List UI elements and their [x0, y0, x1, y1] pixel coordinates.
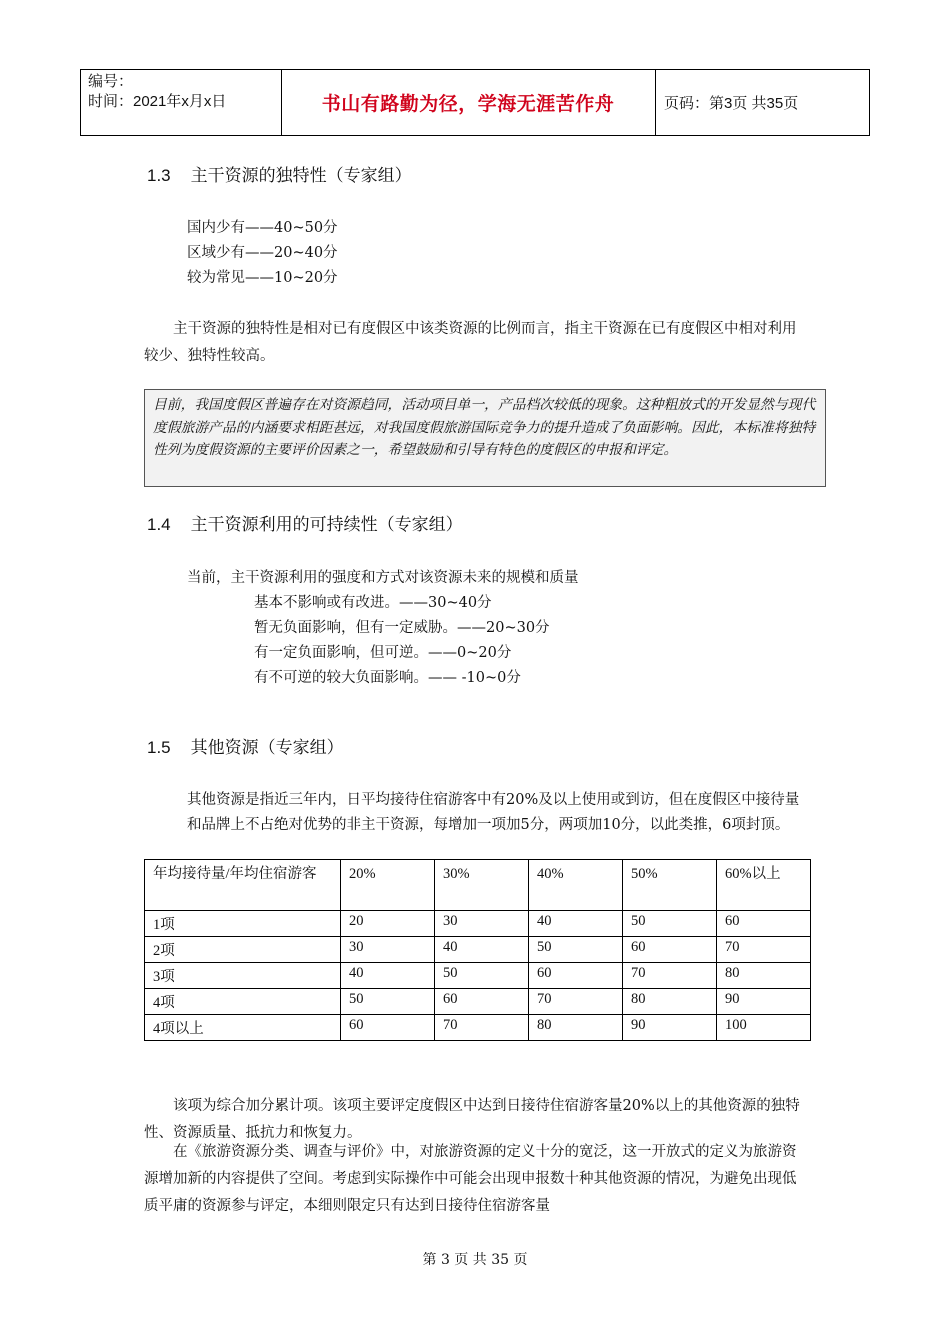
- table-cell: 90: [717, 989, 811, 1015]
- table-header-cell: 年均接待量/年均住宿游客: [145, 860, 341, 911]
- table-cell: 30: [341, 937, 435, 963]
- other-resources-paragraph: 其他资源是指近三年内，日平均接待住宿游客中有20%及以上使用或到访，但在度假区中接待量和品牌上不占绝对优势的非主干资源，每增加一项加5分，两项加10分，以此类推，6项封顶。: [187, 792, 800, 833]
- table-cell: 70: [435, 1015, 529, 1041]
- table-cell: 100: [717, 1015, 811, 1041]
- table-header-cell: 50%: [623, 860, 717, 911]
- time-label: 时间：2021年x月x日: [88, 93, 227, 110]
- table-cell: 60: [435, 989, 529, 1015]
- table-cell: 30: [435, 911, 529, 937]
- page-footer: 第 3 页 共 35 页: [422, 1252, 528, 1268]
- table-cell: 20: [341, 911, 435, 937]
- sustainability-intro: 当前，主干资源利用的强度和方式对该资源未来的规模和质量: [187, 570, 579, 586]
- table-cell: 40: [341, 963, 435, 989]
- table-row: [145, 963, 811, 989]
- section-number: 1.5: [147, 738, 171, 757]
- section-title: 主干资源的独特性（专家组）: [190, 166, 412, 186]
- table-row: [145, 989, 811, 1015]
- table-cell: 50: [435, 963, 529, 989]
- uniqueness-paragraph: 主干资源的独特性是相对已有度假区中该类资源的比例而言，指主干资源在已有度假区中相对利用较少、独特性较高。: [144, 321, 797, 364]
- table-cell: 50: [529, 937, 623, 963]
- section-1-4-heading: [147, 510, 463, 535]
- header-motto: 书山有路勤为径，学海无涯苦作舟: [321, 93, 615, 115]
- table-cell: 2项: [145, 937, 341, 963]
- table-cell: 4项: [145, 989, 341, 1015]
- section-number: 1.4: [147, 515, 171, 534]
- table-cell: 70: [529, 989, 623, 1015]
- cumulative-score-paragraph: 该项为综合加分累计项。该项主要评定度假区中达到日接待住宿游客量20%以上的其他资源的独特性、资源质量、抵抗力和恢复力。: [144, 1098, 800, 1141]
- table-cell: 50: [623, 911, 717, 937]
- table-row: [145, 1015, 811, 1041]
- section-number: 1.3: [147, 166, 171, 185]
- table-header-cell: 30%: [435, 860, 529, 911]
- table-cell: 60: [341, 1015, 435, 1041]
- header-bottom-rule: [80, 135, 870, 136]
- table-cell: 60: [623, 937, 717, 963]
- section-1-5-heading: [147, 733, 344, 758]
- serial-label: 编号：: [88, 73, 134, 90]
- list-item: 有不可逆的较大负面影响。—— -10~0分: [254, 670, 521, 686]
- table-cell: 70: [623, 963, 717, 989]
- list-item: 国内少有——40~50分: [187, 220, 338, 236]
- header-divider: [869, 69, 870, 135]
- header-page-info: 页码：第3页 共35页: [664, 95, 799, 112]
- list-item: 基本不影响或有改进。——30~40分: [254, 595, 492, 611]
- list-item: 暂无负面影响，但有一定威胁。——20~30分: [254, 620, 550, 636]
- table-cell: 90: [623, 1015, 717, 1041]
- header-divider: [80, 69, 81, 135]
- header-meta: [88, 72, 226, 112]
- section-title: 主干资源利用的可持续性（专家组）: [190, 515, 463, 535]
- section-1-3-heading: [147, 161, 412, 186]
- table-cell: 50: [341, 989, 435, 1015]
- uniqueness-score-list: [187, 216, 338, 291]
- table-cell: 70: [717, 937, 811, 963]
- table-header-row: [145, 860, 811, 911]
- list-item: 有一定负面影响，但可逆。——0~20分: [254, 645, 512, 661]
- list-item: 区域少有——20~40分: [187, 245, 338, 261]
- table-header-cell: 60%以上: [717, 860, 811, 911]
- table-cell: 1项: [145, 911, 341, 937]
- uniqueness-note-box: 目前，我国度假区普遍存在对资源趋同，活动项目单一，产品档次较低的现象。这种粗放式的开发显然与现代度假旅游产品的内涵要求相距甚远，对我国度假旅游国际竞争力的提升造成了负面影响。因此，本标准将独特性列为度假资源的主要评价因素之一，希望鼓励和引导有特色的度假区的申报和评定。: [144, 389, 826, 487]
- table-header-cell: 40%: [529, 860, 623, 911]
- header-divider: [655, 69, 656, 135]
- table-cell: 3项: [145, 963, 341, 989]
- list-item: 较为常见——10~20分: [187, 270, 338, 286]
- table-cell: 4项以上: [145, 1015, 341, 1041]
- table-row: [145, 911, 811, 937]
- header-top-rule: [80, 69, 870, 70]
- resource-definition-paragraph: 在《旅游资源分类、调查与评价》中，对旅游资源的定义十分的宽泛，这一开放式的定义为旅游资源增加新的内容提供了空间。考虑到实际操作中可能会出现申报数十种其他资源的情况，为避免出现低质平庸的资源参与评定，本细则限定只有达到日接待住宿游客量: [144, 1144, 797, 1214]
- table-header-cell: 20%: [341, 860, 435, 911]
- section-title: 其他资源（专家组）: [190, 738, 344, 758]
- score-table: [144, 859, 811, 1041]
- table-cell: 40: [529, 911, 623, 937]
- table-cell: 80: [529, 1015, 623, 1041]
- table-cell: 60: [529, 963, 623, 989]
- table-row: [145, 937, 811, 963]
- table-cell: 80: [717, 963, 811, 989]
- table-cell: 60: [717, 911, 811, 937]
- sustainability-score-list: [254, 591, 550, 691]
- table-cell: 40: [435, 937, 529, 963]
- table-cell: 80: [623, 989, 717, 1015]
